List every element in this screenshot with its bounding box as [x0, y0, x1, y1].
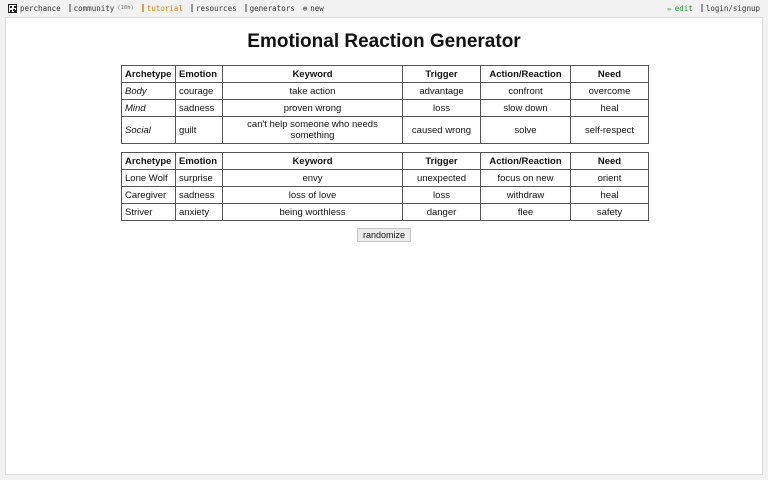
header-keyword: Keyword	[223, 66, 403, 83]
cell-need: self-respect	[571, 117, 649, 144]
pencil-icon: ✏	[667, 3, 672, 13]
table-row	[122, 117, 649, 144]
header-need: Need	[571, 153, 649, 170]
cell-need: orient	[571, 170, 649, 187]
cell-archetype: Lone Wolf	[122, 170, 176, 187]
nav-perchance[interactable]	[8, 4, 61, 13]
cell-action-reaction: withdraw	[481, 187, 571, 204]
nav-generators-label: generators	[249, 3, 295, 13]
tutorial-icon	[142, 4, 144, 12]
nav-resources[interactable]	[191, 4, 237, 13]
table-header-row	[122, 66, 649, 83]
page-title: Emotional Reaction Generator	[247, 31, 521, 52]
cell-emotion: anxiety	[176, 204, 223, 221]
cell-trigger: unexpected	[403, 170, 481, 187]
table-header-row	[122, 153, 649, 170]
header-trigger: Trigger	[403, 153, 481, 170]
cell-keyword: envy	[223, 170, 403, 187]
header-trigger: Trigger	[403, 66, 481, 83]
header-archetype: Archetype	[122, 66, 176, 83]
table-row	[122, 170, 649, 187]
cell-emotion: sadness	[176, 100, 223, 117]
generator-output-panel	[5, 17, 763, 475]
header-archetype: Archetype	[122, 153, 176, 170]
cell-archetype: Striver	[122, 204, 176, 221]
cell-need: heal	[571, 100, 649, 117]
cell-action-reaction: flee	[481, 204, 571, 221]
cell-trigger: danger	[403, 204, 481, 221]
cell-emotion: guilt	[176, 117, 223, 144]
cell-emotion: surprise	[176, 170, 223, 187]
nav-tutorial[interactable]	[142, 4, 183, 13]
header-emotion: Emotion	[176, 66, 223, 83]
plus-circle-icon: ⊕	[302, 3, 308, 13]
cell-trigger: caused wrong	[403, 117, 481, 144]
nav-new[interactable]	[303, 4, 324, 13]
header-action-reaction: Action/Reaction	[481, 153, 571, 170]
resources-icon	[191, 4, 193, 12]
table-row	[122, 187, 649, 204]
nav-new-label: new	[310, 3, 324, 13]
top-nav-left	[8, 4, 324, 13]
nav-resources-label: resources	[195, 3, 237, 13]
cell-trigger: loss	[403, 100, 481, 117]
cell-action-reaction: slow down	[481, 100, 571, 117]
top-nav-bar	[0, 0, 768, 16]
nav-tutorial-label: tutorial	[146, 3, 183, 13]
cell-need: overcome	[571, 83, 649, 100]
nav-community-label: community	[73, 3, 115, 13]
cell-action-reaction: solve	[481, 117, 571, 144]
table-row	[122, 83, 649, 100]
cell-trigger: advantage	[403, 83, 481, 100]
nav-perchance-label: perchance	[20, 3, 61, 13]
results-table-1	[121, 65, 649, 144]
cell-archetype	[122, 83, 176, 100]
login-icon	[701, 4, 703, 12]
cell-action-reaction: focus on new	[481, 170, 571, 187]
archetype-value: Mind	[125, 102, 146, 114]
cell-emotion: courage	[176, 83, 223, 100]
cell-keyword: can't help someone who needs something	[223, 117, 403, 144]
cell-archetype	[122, 100, 176, 117]
cell-keyword: being worthless	[223, 204, 403, 221]
cell-archetype: Caregiver	[122, 187, 176, 204]
community-icon	[69, 4, 71, 12]
community-badge: (10h)	[117, 5, 134, 11]
table-row	[122, 100, 649, 117]
results-table-2	[121, 152, 649, 221]
cell-keyword: loss of love	[223, 187, 403, 204]
randomize-button[interactable]: randomize	[357, 228, 411, 242]
nav-community[interactable]	[69, 4, 134, 13]
cell-need: heal	[571, 187, 649, 204]
table-row	[122, 204, 649, 221]
nav-login-label: login/signup	[705, 3, 760, 13]
archetype-value: Social	[125, 124, 151, 136]
nav-login[interactable]	[701, 4, 760, 13]
nav-edit-label: edit	[674, 3, 693, 13]
header-action-reaction: Action/Reaction	[481, 66, 571, 83]
cell-keyword: proven wrong	[223, 100, 403, 117]
header-need: Need	[571, 66, 649, 83]
header-emotion: Emotion	[176, 153, 223, 170]
cell-need: safety	[571, 204, 649, 221]
header-keyword: Keyword	[223, 153, 403, 170]
cell-action-reaction: confront	[481, 83, 571, 100]
dice-icon	[8, 4, 17, 13]
nav-generators[interactable]	[245, 4, 295, 13]
generators-icon	[245, 4, 247, 12]
top-nav-right	[667, 4, 760, 13]
cell-emotion: sadness	[176, 187, 223, 204]
cell-keyword: take action	[223, 83, 403, 100]
cell-trigger: loss	[403, 187, 481, 204]
archetype-value: Body	[125, 85, 147, 97]
nav-edit[interactable]	[667, 4, 693, 13]
cell-archetype	[122, 117, 176, 144]
